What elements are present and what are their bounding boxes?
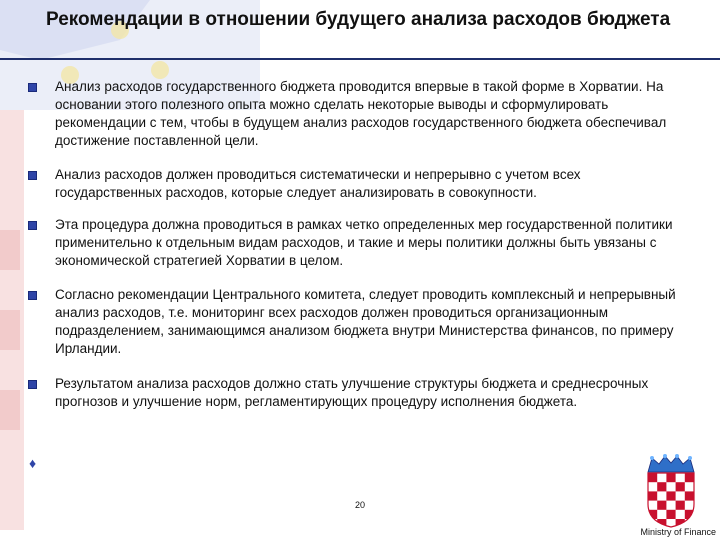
- croatian-coat-of-arms-icon: [645, 454, 697, 528]
- title-divider: [0, 58, 720, 60]
- square-bullet-icon: [28, 380, 37, 389]
- page-number: 20: [354, 500, 365, 510]
- bullet-text: Анализ расходов должен проводиться систематически и непрерывно с учетом всех государственных расходов, которые следует анализировать в совокупности.: [55, 167, 581, 200]
- footer-organization: Ministry of Finance: [640, 527, 716, 537]
- bullet-text: Согласно рекомендации Центрального комитета, следует проводить комплексный и непрерывный анализ расходов, т.е. мониторинг всех расходов должен проводиться организационным подразделением, занимающимся анализом бюджета внутри Министерства финансов, по примеру Ирландии.: [55, 287, 676, 356]
- diamond-icon: ♦: [29, 455, 37, 471]
- bullet-text: Анализ расходов государственного бюджета проводится впервые в такой форме в Хорватии. На основании этого полезного опыта можно сделать некоторые выводы и сформулировать рекомендации с тем, чтобы в будущем анализ расходов государственного бюджета обеспечивал достижение поставленной цели.: [55, 79, 667, 148]
- square-bullet-icon: [28, 291, 37, 300]
- square-bullet-icon: [28, 171, 37, 180]
- bullet-text: Эта процедура должна проводиться в рамках четко определенных мер государственной политики применительно к отдельным видам расходов, и такие и меры политики должны быть увязаны с экономической стратегией Хорватии в целом.: [55, 217, 673, 268]
- bullet-text: Результатом анализа расходов должно стать улучшение структуры бюджета и среднесрочных прогнозов и улучшение норм, регламентирующих процедуру исполнения бюджета.: [55, 376, 649, 409]
- slide-title: Рекомендации в отношении будущего анализа расходов бюджета: [46, 9, 671, 30]
- square-bullet-icon: [28, 83, 37, 92]
- square-bullet-icon: [28, 221, 37, 230]
